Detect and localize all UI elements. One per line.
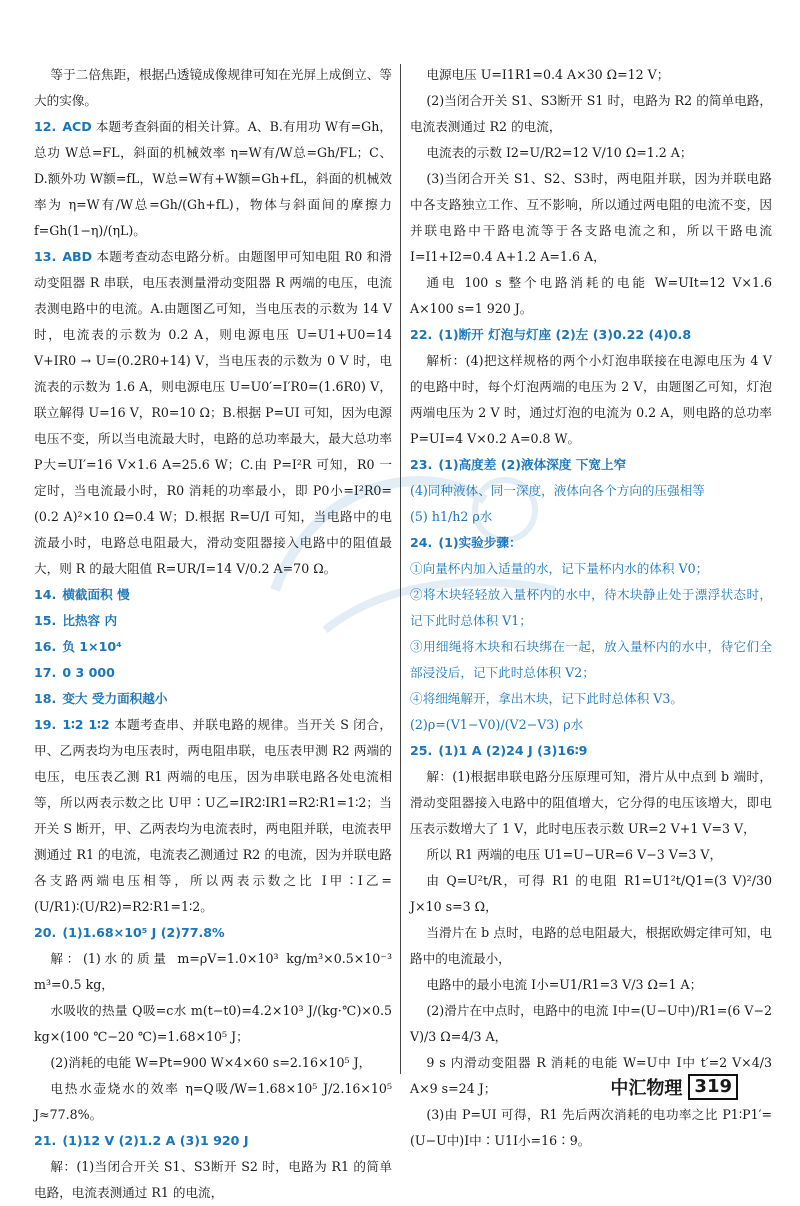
right-paragraph — [410, 686, 772, 712]
explanation-text: 本题考查串、并联电路的规律。当开关 S 闭合，甲、乙两表均为电压表时，两电阻串联，电压表甲测 R2 两端的电压，电压表乙测 R1 两端的电压，因为串联电路各处电流相等，所以两表示数之比 U甲∶U乙=IR2∶IR1=R2∶R1=1∶2；当开关 S 断开，甲、乙两表均为电流表时，两电阻并联，电流表甲测通过 R1 的电流，电流表乙测通过 R2 的电流，因为并联电路各支路两端电压相等，所以两表示数之比 I甲∶I乙=(U/R1)∶(U/R2)=R2∶R1=1∶2。 — [34, 717, 392, 914]
answer-key: (1)12 V (2)1.2 A (3)1 920 J — [62, 1133, 249, 1148]
footer-brand: 中汇物理 — [610, 1078, 683, 1099]
right-paragraph — [410, 920, 772, 972]
question-number: 19. — [34, 717, 57, 732]
left-paragraph — [34, 998, 392, 1050]
answer-key: 0 3 000 — [62, 665, 115, 680]
answer-step: ④将细绳解开，拿出木块，记下此时总体积 V3。 — [410, 691, 683, 706]
left-paragraph — [34, 1128, 392, 1154]
left-paragraph — [34, 1154, 392, 1206]
left-paragraph — [34, 946, 392, 998]
left-paragraph — [34, 920, 392, 946]
right-paragraph — [410, 270, 772, 322]
answer-key: (1)高度差 (2)液体深度 下宽上窄 — [438, 457, 627, 472]
right-paragraph — [410, 504, 772, 530]
answer-step: (5) h1/h2 ρ水 — [410, 509, 493, 524]
right-paragraph — [410, 166, 772, 270]
answer-step: (2)ρ=(V1−V0)/(V2−V3) ρ水 — [410, 717, 584, 732]
explanation-text: 电源电压 U=I1R1=0.4 A×30 Ω=12 V； — [426, 67, 670, 82]
left-paragraph — [34, 1050, 392, 1076]
left-paragraph — [34, 660, 392, 686]
right-paragraph — [410, 998, 772, 1050]
right-paragraph — [410, 972, 772, 998]
answer-step: ②将木块轻轻放入量杯内的水中，待木块静止处于漂浮状态时，记下此时总体积 V1； — [410, 587, 772, 628]
explanation-text: 电热水壶烧水的效率 η=Q吸/W=1.68×10⁵ J/2.16×10⁵ J≈77.8%。 — [34, 1081, 392, 1122]
answer-key: (1)断开 灯泡与灯座 (2)左 (3)0.22 (4)0.8 — [438, 327, 692, 342]
left-paragraph — [34, 62, 392, 114]
answer-key: 横截面积 慢 — [62, 587, 130, 602]
explanation-text: 电路中的最小电流 I小=U1/R1=3 V/3 Ω=1 A； — [426, 977, 703, 992]
explanation-text: 电流表的示数 I2=U/R2=12 V/10 Ω=1.2 A； — [426, 145, 693, 160]
question-number: 22. — [410, 327, 433, 342]
question-number: 15. — [34, 613, 57, 628]
answer-key: (1)1.68×10⁵ J (2)77.8% — [62, 925, 225, 940]
question-number: 13. — [34, 249, 57, 264]
right-paragraph — [410, 738, 772, 764]
question-number: 16. — [34, 639, 57, 654]
left-paragraph — [34, 244, 392, 582]
right-paragraph — [410, 1102, 772, 1154]
explanation-text: (3)由 P=UI 可得，R1 先后两次消耗的电功率之比 P1∶P1′=(U−U中)I中∶U1I小=16∶9。 — [410, 1107, 772, 1148]
left-paragraph — [34, 634, 392, 660]
question-number: 14. — [34, 587, 57, 602]
left-paragraph — [34, 608, 392, 634]
answer-step: ①向量杯内加入适量的水，记下量杯内水的体积 V0； — [410, 561, 709, 576]
explanation-text: 解：(1)根据串联电路分压原理可知，滑片从中点到 b 端时，滑动变阻器接入电路中的阻值增大，它分得的电压该增大，即电压表示数增大了 1 V，此时电压表示数 UR=2 V+1 V=3 V， — [410, 769, 772, 836]
right-column — [410, 62, 772, 1154]
page-number: 319 — [688, 1074, 738, 1100]
explanation-text: 所以 R1 两端的电压 U1=U−UR=6 V−3 V=3 V， — [426, 847, 723, 862]
explanation-text: 本题考查动态电路分析。由题图甲可知电阻 R0 和滑动变阻器 R 串联，电压表测量滑动变阻器 R 两端的电压，电流表测电路中的电流。A.由题图乙可知，当电压表的示数为 14 V 时，电流表的示数为 0.2 A，则电源电压 U=U1+U0=14 V+IR0 → U=(0.2R0+14) V，当电压表的示数为 0 V 时，电流表的示数为 1.6 A，则电源电压 U=U0′=I′R0=(1.6R0) V，联立解得 U=16 V，R0=10 Ω；B.根据 P=UI 可知，因为电源电压不变，所以当电流最大时，电路的总功率最大，最大总功率 P大=UI′=16 V×1.6 A=25.6 W；C.由 P=I²R 可知，R0 一定时，当电流最小时，R0 消耗的功率最小，即 P0小=I²R0=(0.2 A)²×10 Ω=0.4 W；D.根据 R=U/I 可知，当电路中的电流最小时，电路总电阻最大，滑动变阻器接入电路中的阻值最大，则 R 的最大阻值 R=UR/I=14 V/0.2 A=70 Ω。 — [34, 249, 392, 576]
answer-key: 变大 受力面积越小 — [62, 691, 168, 706]
explanation-text: 本题考查斜面的相关计算。A、B.有用功 W有=Gh，总功 W总=FL，斜面的机械效率 η=W有/W总=Gh/FL；C、D.额外功 W额=fL，W总=W有+W额=Gh+fL，斜面的机械效率为 η=W有/W总=Gh/(Gh+fL)，物体与斜面间的摩擦力 f=Gh(1−η)/(ηL)。 — [34, 119, 392, 238]
explanation-text: (2)消耗的电能 W=Pt=900 W×4×60 s=2.16×10⁵ J， — [50, 1055, 372, 1070]
right-paragraph — [410, 868, 772, 920]
explanation-text: 水吸收的热量 Q吸=c水 m(t−t0)=4.2×10³ J/(kg·℃)×0.5 kg×(100 ℃−20 ℃)=1.68×10⁵ J； — [34, 1003, 392, 1044]
answer-key: 比热容 内 — [62, 613, 118, 628]
right-paragraph — [410, 348, 772, 452]
answer-key: ABD — [62, 249, 93, 264]
column-divider — [400, 64, 401, 1074]
question-number: 12. — [34, 119, 57, 134]
explanation-text: 通电 100 s 整个电路消耗的电能 W=UIt=12 V×1.6 A×100 s=1 920 J。 — [410, 275, 772, 316]
right-paragraph — [410, 556, 772, 582]
right-paragraph — [410, 322, 772, 348]
left-paragraph — [34, 712, 392, 920]
explanation-text: 9 s 内滑动变阻器 R 消耗的电能 W=U中 I中 t′=2 V×4/3 A×9 s=24 J； — [410, 1055, 772, 1096]
explanation-text: (2)当闭合开关 S1、S3断开 S1 时，电路为 R2 的简单电路，电流表测通过 R2 的电流， — [410, 93, 772, 134]
left-paragraph — [34, 114, 392, 244]
question-number: 21. — [34, 1133, 57, 1148]
left-column — [34, 62, 392, 1206]
answer-key: ACD — [62, 119, 92, 134]
answer-key: 负 1×10⁴ — [62, 639, 122, 654]
question-number: 20. — [34, 925, 57, 940]
right-paragraph — [410, 452, 772, 478]
page-footer — [610, 1074, 738, 1100]
answer-step: (4)同种液体、同一深度，液体向各个方向的压强相等 — [410, 483, 705, 498]
left-paragraph — [34, 582, 392, 608]
question-number: 17. — [34, 665, 57, 680]
answer-key: 1∶2 1∶2 — [62, 717, 110, 732]
right-paragraph — [410, 634, 772, 686]
explanation-text: 解：(1)水的质量 m=ρV=1.0×10³ kg/m³×0.5×10⁻³ m³=0.5 kg， — [34, 951, 392, 992]
explanation-text: (3)当闭合开关 S1、S2、S3时，两电阻并联，因为并联电路中各支路独立工作、互不影响，所以通过两电阻的电流不变，因并联电路中干路电流等于各支路电流之和，所以干路电流 I=I1+I2=0.4 A+1.2 A=1.6 A， — [410, 171, 772, 264]
explanation-text: (2)滑片在中点时，电路中的电流 I中=(U−U中)/R1=(6 V−2 V)/3 Ω=4/3 A， — [410, 1003, 772, 1044]
right-paragraph — [410, 478, 772, 504]
explanation-text: 解：(1)当闭合开关 S1、S3断开 S2 时，电路为 R1 的简单电路，电流表测通过 R1 的电流， — [34, 1159, 392, 1200]
right-paragraph — [410, 764, 772, 842]
explanation-text: 解析：(4)把这样规格的两个小灯泡串联接在电源电压为 4 V 的电路中时，每个灯泡两端的电压为 2 V，由题图乙可知，灯泡两端电压为 2 V 时，通过灯泡的电流为 0.2 A，则电路的总功率 P=UI=4 V×0.2 A=0.8 W。 — [410, 353, 772, 446]
answer-key: (1)1 A (2)24 J (3)16∶9 — [438, 743, 588, 758]
answer-step: ③用细绳将木块和石块绑在一起，放入量杯内的水中，待它们全部浸没后，记下此时总体积 V2； — [410, 639, 772, 680]
explanation-text: 等于二倍焦距，根据凸透镜成像规律可知在光屏上成倒立、等大的实像。 — [34, 67, 392, 108]
question-number: 25. — [410, 743, 433, 758]
right-paragraph — [410, 842, 772, 868]
question-number: 24. — [410, 535, 433, 550]
right-paragraph — [410, 582, 772, 634]
explanation-text: 当滑片在 b 点时，电路的总电阻最大，根据欧姆定律可知，电路中的电流最小， — [410, 925, 772, 966]
question-number: 23. — [410, 457, 433, 472]
answer-key: (1)实验步骤： — [438, 535, 522, 550]
right-paragraph — [410, 712, 772, 738]
left-paragraph — [34, 686, 392, 712]
right-paragraph — [410, 140, 772, 166]
question-number: 18. — [34, 691, 57, 706]
right-paragraph — [410, 62, 772, 88]
explanation-text: 由 Q=U²t/R，可得 R1 的电阻 R1=U1²t/Q1=(3 V)²/30 J×10 s=3 Ω， — [410, 873, 772, 914]
right-paragraph — [410, 88, 772, 140]
left-paragraph — [34, 1076, 392, 1128]
right-paragraph — [410, 530, 772, 556]
